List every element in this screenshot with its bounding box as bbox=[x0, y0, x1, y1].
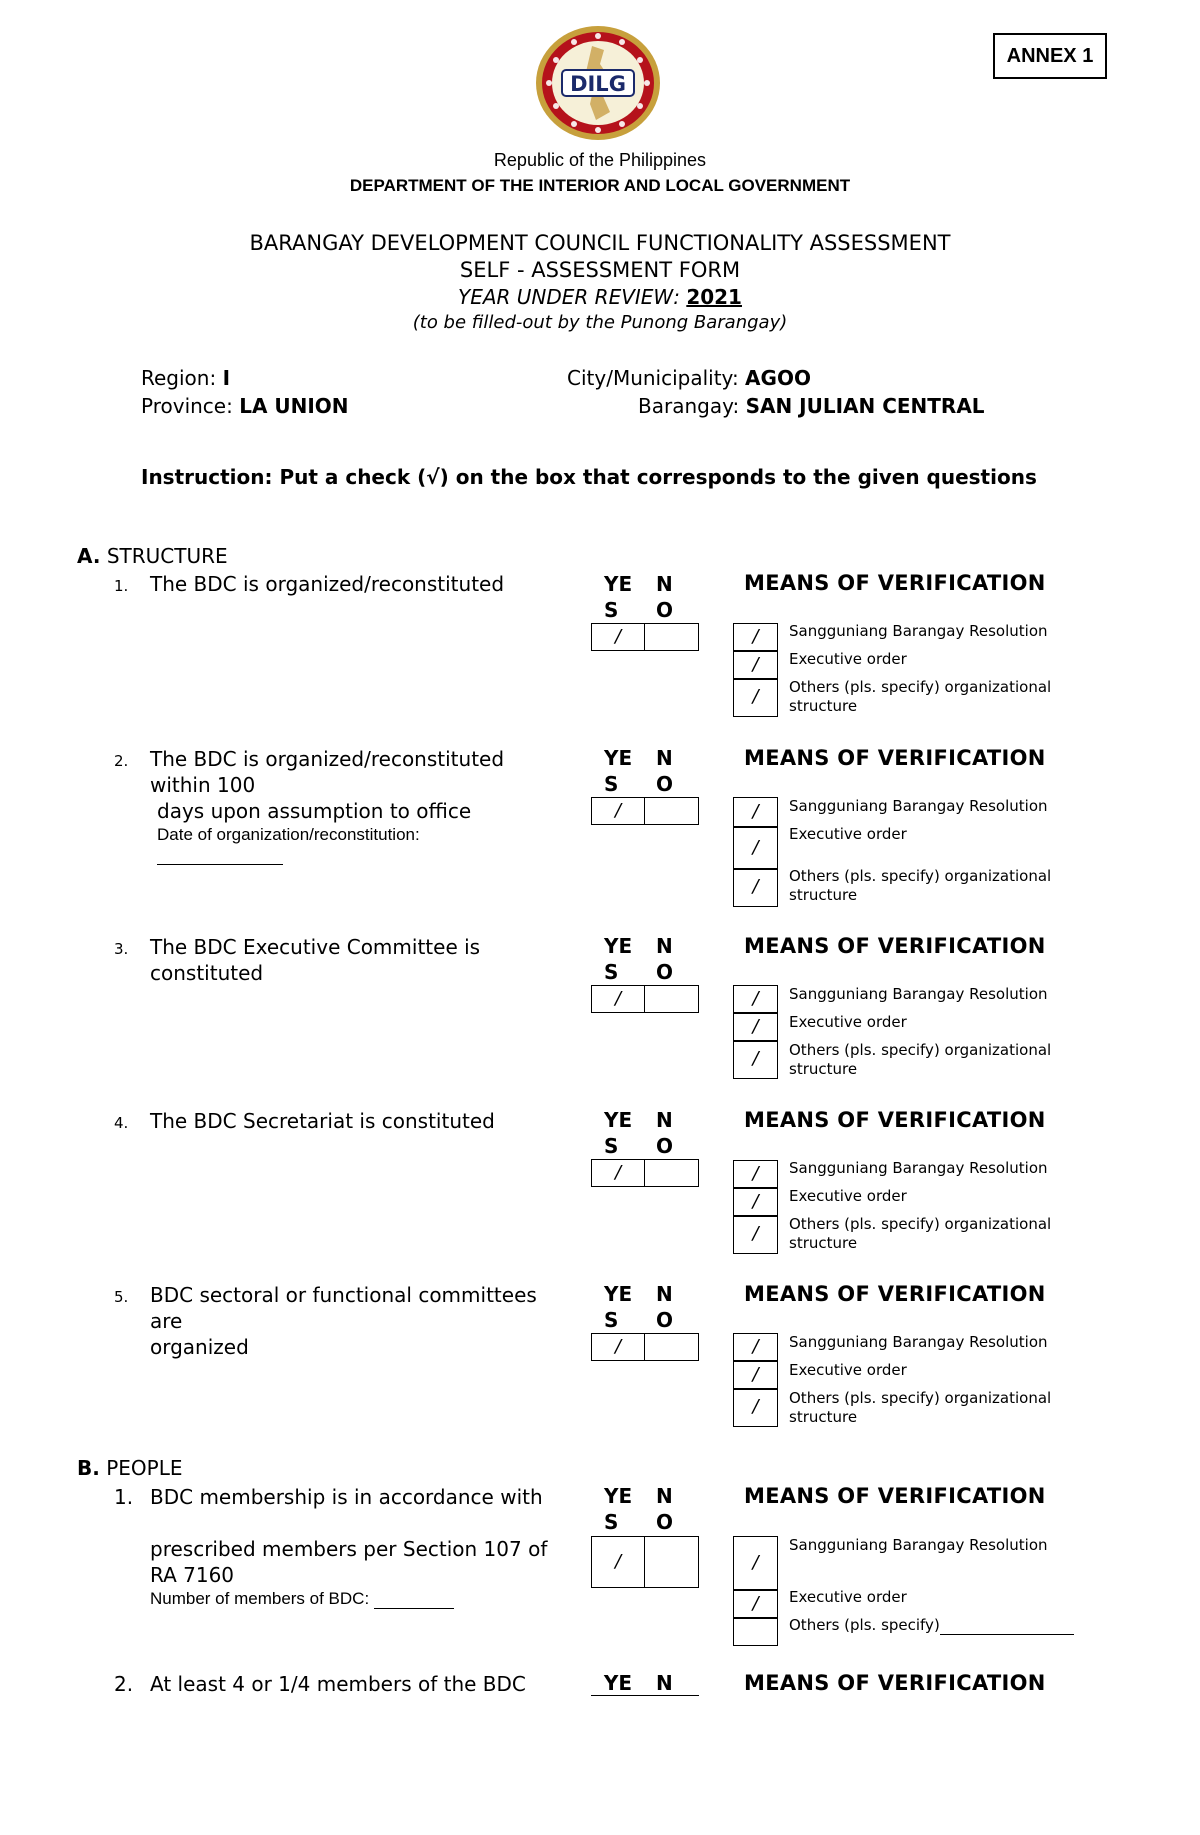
bdc-members-blank[interactable] bbox=[374, 1593, 454, 1609]
mov-checkbox-others[interactable]: / bbox=[733, 1216, 778, 1254]
yes-label: YE bbox=[604, 572, 633, 596]
question-text: BDC membership is in accordance with bbox=[150, 1485, 543, 1509]
question-number: 3. bbox=[114, 940, 129, 958]
question-number: 1. bbox=[114, 577, 129, 595]
question-text: The BDC Executive Committee is bbox=[150, 935, 481, 959]
dilg-logo bbox=[534, 24, 662, 142]
mov-eo-label: Executive order bbox=[789, 1013, 907, 1031]
no-label: N bbox=[656, 934, 673, 958]
question-text-2: within 100 bbox=[150, 773, 256, 797]
mov-checkbox-others[interactable]: / bbox=[733, 1041, 778, 1079]
yes-label: YE bbox=[604, 1484, 633, 1508]
no-label-2: O bbox=[656, 598, 674, 622]
mov-eo-label: Executive order bbox=[789, 825, 907, 843]
no-label: N bbox=[656, 1108, 673, 1132]
question-number: 2. bbox=[114, 752, 129, 770]
fill-note: (to be filled-out by the Punong Barangay) bbox=[412, 312, 788, 333]
yes-checkbox[interactable]: / bbox=[591, 1159, 645, 1187]
yes-checkbox[interactable]: / bbox=[591, 1333, 645, 1361]
question-number: 5. bbox=[114, 1288, 129, 1306]
section-b-heading: B. PEOPLE bbox=[77, 1456, 183, 1480]
yes-checkbox[interactable]: / bbox=[591, 1536, 645, 1588]
question-text-2: are bbox=[150, 1309, 183, 1333]
mov-others-label-2: structure bbox=[789, 1060, 858, 1078]
mov-others-label: Others (pls. specify) organizational bbox=[789, 867, 1052, 885]
no-label: N bbox=[656, 1282, 673, 1306]
yes-label: YE bbox=[604, 1282, 633, 1306]
mov-eo-label: Executive order bbox=[789, 1588, 907, 1606]
mov-checkbox-others[interactable]: / bbox=[733, 679, 778, 717]
section-a-heading: A. STRUCTURE bbox=[77, 544, 228, 568]
form-subtitle: SELF - ASSESSMENT FORM bbox=[459, 258, 741, 282]
yes-checkbox[interactable]: / bbox=[591, 985, 645, 1013]
mov-checkbox-sb[interactable]: / bbox=[733, 797, 778, 827]
yes-label: YE bbox=[604, 746, 633, 770]
question-text-2: prescribed members per Section 107 of bbox=[150, 1537, 548, 1561]
mov-others-label-2: structure bbox=[789, 1234, 858, 1252]
question-text: BDC sectoral or functional committees bbox=[150, 1283, 537, 1307]
no-checkbox[interactable] bbox=[644, 1159, 699, 1187]
yes-label-2: S bbox=[604, 1134, 619, 1158]
mov-sb-label: Sangguniang Barangay Resolution bbox=[789, 1333, 1048, 1351]
mov-checkbox-sb[interactable]: / bbox=[733, 623, 778, 651]
no-checkbox[interactable] bbox=[644, 623, 699, 651]
no-label: N bbox=[656, 1484, 673, 1508]
no-label-2: O bbox=[656, 1308, 674, 1332]
question-text-3: organized bbox=[150, 1335, 249, 1359]
mov-others-field: Others (pls. specify) bbox=[789, 1616, 1074, 1635]
mov-checkbox-eo[interactable]: / bbox=[733, 1188, 778, 1216]
mov-heading: MEANS OF VERIFICATION bbox=[744, 746, 1046, 770]
no-checkbox[interactable] bbox=[644, 1536, 699, 1588]
mov-heading: MEANS OF VERIFICATION bbox=[744, 1671, 1046, 1695]
yes-label: YE bbox=[591, 1671, 645, 1696]
yes-label: YE bbox=[604, 934, 633, 958]
year-under-review: YEAR UNDER REVIEW: 2021 bbox=[458, 285, 742, 309]
question-text: The BDC is organized/reconstituted bbox=[150, 572, 505, 596]
mov-heading: MEANS OF VERIFICATION bbox=[744, 934, 1046, 958]
mov-sb-label: Sangguniang Barangay Resolution bbox=[789, 985, 1048, 1003]
yes-label-2: S bbox=[604, 772, 619, 796]
date-organization-label: Date of organization/reconstitution: bbox=[157, 825, 420, 844]
mov-checkbox-eo[interactable]: / bbox=[733, 1361, 778, 1389]
department-name: DEPARTMENT OF THE INTERIOR AND LOCAL GOVERNMENT bbox=[349, 176, 851, 195]
yes-label-2: S bbox=[604, 1308, 619, 1332]
mov-heading: MEANS OF VERIFICATION bbox=[744, 1108, 1046, 1132]
mov-checkbox-others[interactable] bbox=[733, 1618, 778, 1646]
mov-others-blank[interactable] bbox=[940, 1618, 1074, 1635]
mov-checkbox-eo[interactable]: / bbox=[733, 1013, 778, 1041]
question-number: 4. bbox=[114, 1114, 129, 1132]
no-checkbox[interactable] bbox=[644, 985, 699, 1013]
mov-others-label-2: structure bbox=[789, 1408, 858, 1426]
no-label-2: O bbox=[656, 1134, 674, 1158]
question-text: The BDC Secretariat is constituted bbox=[150, 1109, 495, 1133]
mov-heading: MEANS OF VERIFICATION bbox=[744, 1484, 1046, 1508]
annex-label: ANNEX 1 bbox=[993, 33, 1107, 79]
mov-checkbox-sb[interactable]: / bbox=[733, 1333, 778, 1361]
mov-heading: MEANS OF VERIFICATION bbox=[744, 571, 1046, 595]
question-text-3: days upon assumption to office bbox=[157, 799, 472, 823]
mov-checkbox-others[interactable]: / bbox=[733, 1389, 778, 1427]
instruction-text: Instruction: Put a check (√) on the box that corresponds to the given questions bbox=[141, 465, 1037, 489]
question-text-3: RA 7160 bbox=[150, 1563, 235, 1587]
date-organization-blank[interactable] bbox=[157, 851, 283, 865]
mov-checkbox-sb[interactable]: / bbox=[733, 1160, 778, 1188]
province-field: Province: LA UNION bbox=[141, 394, 349, 418]
no-label: N bbox=[656, 746, 673, 770]
yes-label: YE bbox=[604, 1108, 633, 1132]
mov-checkbox-eo[interactable]: / bbox=[733, 1590, 778, 1618]
mov-sb-label: Sangguniang Barangay Resolution bbox=[789, 622, 1048, 640]
yes-label-2: S bbox=[604, 960, 619, 984]
city-field: City/Municipality: AGOO bbox=[567, 366, 811, 390]
no-label-2: O bbox=[656, 772, 674, 796]
mov-checkbox-eo[interactable]: / bbox=[733, 827, 778, 869]
mov-sb-label: Sangguniang Barangay Resolution bbox=[789, 1536, 1048, 1554]
mov-sb-label: Sangguniang Barangay Resolution bbox=[789, 1159, 1048, 1177]
mov-checkbox-sb[interactable]: / bbox=[733, 1536, 778, 1590]
form-title: BARANGAY DEVELOPMENT COUNCIL FUNCTIONALITY ASSESSMENT bbox=[249, 231, 951, 255]
question-text: At least 4 or 1/4 members of the BDC bbox=[150, 1672, 526, 1696]
mov-others-label-2: structure bbox=[789, 886, 858, 904]
mov-others-label: Others (pls. specify) organizational bbox=[789, 1389, 1052, 1407]
bdc-members-field: Number of members of BDC: bbox=[150, 1589, 454, 1609]
no-checkbox[interactable] bbox=[644, 797, 699, 825]
barangay-field: Barangay: SAN JULIAN CENTRAL bbox=[638, 394, 985, 418]
question-text-2: constituted bbox=[150, 961, 264, 985]
mov-others-label: Others (pls. specify) organizational bbox=[789, 678, 1052, 696]
no-checkbox[interactable] bbox=[644, 1333, 699, 1361]
mov-others-label-2: structure bbox=[789, 697, 858, 715]
mov-eo-label: Executive order bbox=[789, 1361, 907, 1379]
mov-others-label: Others (pls. specify) organizational bbox=[789, 1041, 1052, 1059]
region-field: Region: I bbox=[141, 366, 231, 390]
mov-others-label: Others (pls. specify) organizational bbox=[789, 1215, 1052, 1233]
mov-heading: MEANS OF VERIFICATION bbox=[744, 1282, 1046, 1306]
yes-label-2: S bbox=[604, 1510, 619, 1534]
svg-text:DILG: DILG bbox=[570, 72, 626, 96]
yes-checkbox[interactable]: / bbox=[591, 623, 645, 651]
question-number: 2. bbox=[114, 1672, 134, 1696]
no-label-2: O bbox=[656, 960, 674, 984]
question-text: The BDC is organized/reconstituted bbox=[150, 747, 505, 771]
mov-eo-label: Executive order bbox=[789, 650, 907, 668]
no-label: N bbox=[644, 1671, 699, 1696]
question-number: 1. bbox=[114, 1485, 134, 1509]
mov-eo-label: Executive order bbox=[789, 1187, 907, 1205]
no-label: N bbox=[656, 572, 673, 596]
republic-text: Republic of the Philippines bbox=[493, 150, 707, 170]
mov-sb-label: Sangguniang Barangay Resolution bbox=[789, 797, 1048, 815]
mov-checkbox-others[interactable]: / bbox=[733, 869, 778, 907]
no-label-2: O bbox=[656, 1510, 674, 1534]
mov-checkbox-sb[interactable]: / bbox=[733, 985, 778, 1013]
yes-checkbox[interactable]: / bbox=[591, 797, 645, 825]
yes-label-2: S bbox=[604, 598, 619, 622]
mov-checkbox-eo[interactable]: / bbox=[733, 651, 778, 679]
